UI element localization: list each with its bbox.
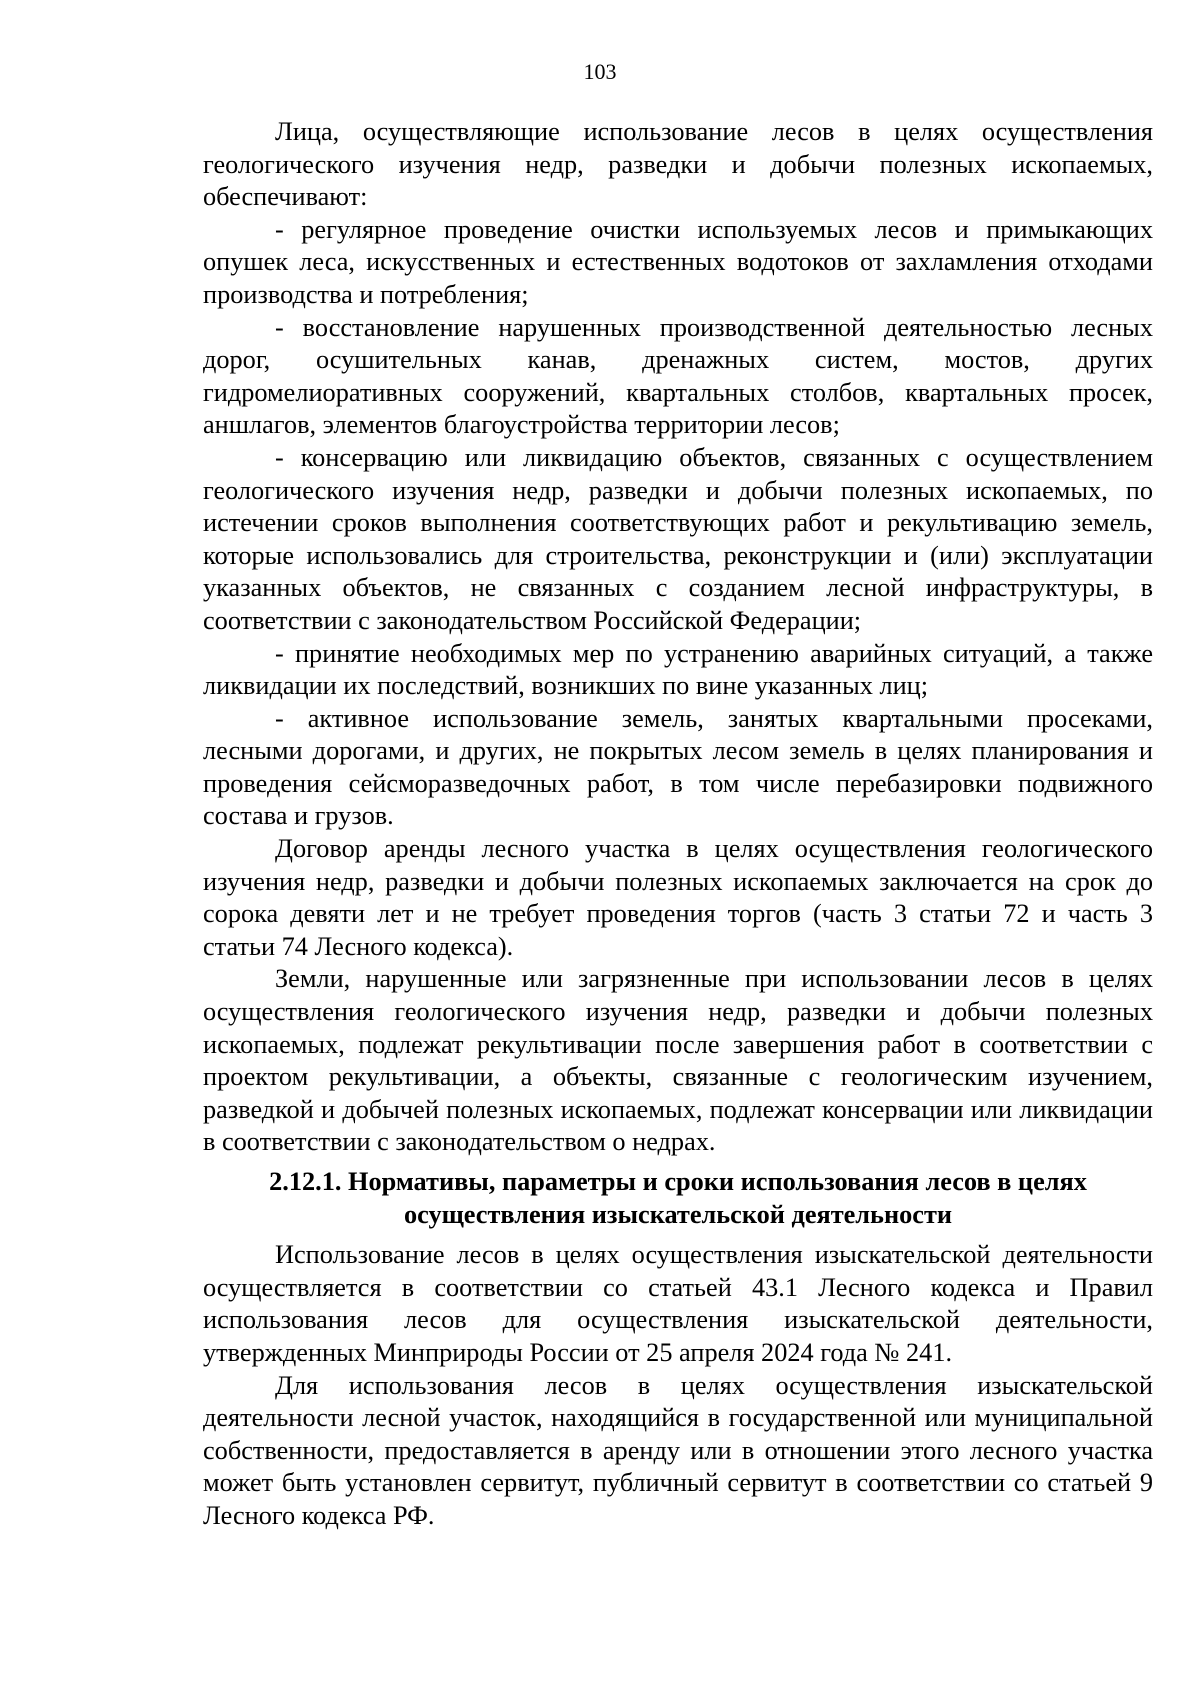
paragraph-obligations-intro: Лица, осуществляющие использование лесов в целях осуществления геологического изучения недр, разведки и добычи полезных ископаемых, обеспечивают: <box>203 117 1153 212</box>
section-heading <box>203 1166 1153 1231</box>
paragraph-survey-use: Использование лесов в целях осуществления изыскательской деятельности осуществляется в соответствии со статьей 43.1 Лесного кодекса и Правил использования лесов для осуществления изыскательской деятельности, утвержденных Минприроды России от 25 апреля 2024 года № 241. <box>203 1240 1153 1367</box>
paragraph-lease-agreement: Договор аренды лесного участка в целях осуществления геологического изучения недр, разведки и добычи полезных ископаемых заключается на срок до сорока девяти лет и не требует проведения торгов (часть 3 статьи 72 и часть 3 статьи 74 Лесного кодекса). <box>203 834 1153 961</box>
list-item-restoration: - восстановление нарушенных производственной деятельностью лесных дорог, осушительных канав, дренажных систем, мостов, других гидромелиоративных сооружений, квартальных столбов, квартальных просек, аншлагов, элементов благоустройства территории лесов; <box>203 312 1153 440</box>
list-item-cleaning: - регулярное проведение очистки используемых лесов и примыкающих опушек леса, искусственных и естественных водотоков от захламления отходами производства и потребления; <box>203 214 1153 309</box>
paragraph-survey-lease: Для использования лесов в целях осуществления изыскательской деятельности лесной участок, находящийся в государственной или муниципальной собственности, предоставляется в аренду или в отношении этого лесного участка может быть установлен сервитут, публичный сервитут в соответствии со статьей 9 Лесного кодекса РФ. <box>203 1370 1153 1530</box>
section-heading-line-2: осуществления изыскательской деятельности <box>403 1199 953 1229</box>
list-item-emergency-measures: - принятие необходимых мер по устранению аварийных ситуаций, а также ликвидации их последствий, возникших по вине указанных лиц; <box>203 638 1153 701</box>
page-number: 103 <box>583 59 617 84</box>
list-item-conservation: - консервацию или ликвидацию объектов, связанных с осуществлением геологического изучения недр, разведки и добычи полезных ископаемых, по истечении сроков выполнения соответствующих работ и рекультивацию земель, которые использовались для строительства, реконструкции и (или) эксплуатации указанных объектов, не связанных с созданием лесной инфраструктуры, в соответствии с законодательством Российской Федерации; <box>203 442 1153 635</box>
paragraph-recultivation: Земли, нарушенные или загрязненные при использовании лесов в целях осуществления геологического изучения недр, разведки и добычи полезных ископаемых, подлежат рекультивации после завершения работ в соответствии с проектом рекультивации, а объекты, связанные с геологическим изучением, разведкой и добычей полезных ископаемых, подлежат консервации или ликвидации в соответствии с законодательством о недрах. <box>203 964 1153 1157</box>
list-item-land-use: - активное использование земель, занятых квартальными просеками, лесными дорогами, и других, не покрытых лесом земель в целях планирования и проведения сейсморазведочных работ, в том числе перебазировки подвижного состава и грузов. <box>203 703 1153 831</box>
section-heading-line-1: 2.12.1. Нормативы, параметры и сроки использования лесов в целях <box>269 1167 1087 1196</box>
document-body <box>203 116 1153 1533</box>
